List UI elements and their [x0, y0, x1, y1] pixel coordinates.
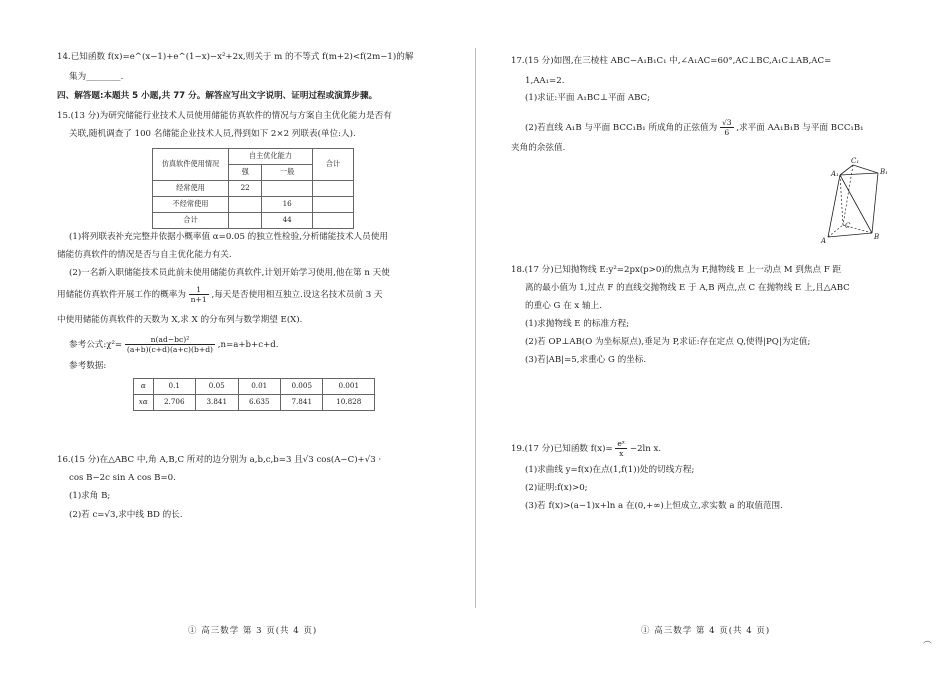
q17-part2-line1: (2)若直线 A₁B 与平面 BCC₁B₁ 所成角的正弦值为 $\frac{√3}{6}$ ,求平面 AA₁B₁B 与平面 BCC₁B₁	[525, 118, 864, 138]
table-row: xα 2.706 3.841 6.635 7.841 10.828	[134, 395, 375, 411]
q19-part2: (2)证明:f(x)>0;	[525, 483, 588, 493]
edge-a1-c1	[840, 165, 853, 175]
q15-part1-line1: (1)将列联表补充完整并依据小概率值 α=0.05 的独立性检验,分析储能技术人员使用	[69, 232, 388, 242]
table-header-strong: 强	[229, 165, 262, 181]
label-c1: C₁	[851, 157, 860, 165]
table-row: 经常使用 22	[153, 181, 354, 197]
q15-part2-line1: (2)一名新入职储能技术员此前未使用储能仿真软件,计划开始学习使用,他在第 n 天使	[69, 268, 390, 278]
q14-line2: 集为________.	[69, 72, 124, 82]
table-header-total: 合计	[313, 149, 354, 181]
q14-line1: 14.已知函数 f(x)=e^(x−1)+e^(1−x)−x²+2x,则关于 m 的不等式 f(m+2)<f(2m−1)的解	[57, 52, 414, 62]
prism-figure	[818, 155, 898, 245]
sine-fraction: $\frac{√3}{6}$	[721, 118, 732, 138]
chi-square-formula: 参考公式:χ²= $\frac{\text{n(ad−bc)²}}{(a+b)(c+d)(a+c)(b+d)}$ ,n=a+b+c+d.	[69, 335, 279, 355]
q18-line2: 离的最小值为 1,过点 F 的直线交抛物线 E 于 A,B 两点,点 C 在抛物线 E 上,且△ABC	[525, 283, 850, 293]
edge-b1-b	[872, 173, 878, 233]
edge-a1-a	[828, 175, 840, 237]
label-b: B	[874, 233, 880, 241]
table-row: α 0.1 0.05 0.01 0.005 0.001	[134, 379, 375, 395]
table-header-usage: 仿真软件使用情况	[153, 149, 229, 181]
q18-line1: 18.(17 分)已知抛物线 E:y²=2px(p>0)的焦点为 F,抛物线 E 上一动点 M 到焦点 F 距	[511, 265, 842, 275]
table-row: 不经常使用 16	[153, 197, 354, 213]
label-c: C	[845, 222, 851, 230]
q18-part1: (1)求抛物线 E 的标准方程;	[525, 319, 630, 329]
q17-part1: (1)求证:平面 A₁BC⊥平面 ABC;	[525, 93, 651, 103]
contingency-table	[152, 148, 354, 229]
edge-a1-b1	[840, 173, 878, 175]
q16-part1: (1)求角 B;	[69, 491, 111, 501]
edge-c1-b1	[853, 165, 878, 173]
label-a: A	[821, 237, 827, 245]
table-header-ability: 自主优化能力	[229, 149, 313, 165]
label-a1: A₁	[831, 170, 839, 178]
reference-data-label: 参考数据:	[69, 361, 107, 371]
chi-square-fraction: $\frac{\text{n(ad−bc)²}}{(a+b)(c+d)(a+c)(b+d)}$	[126, 335, 214, 355]
q15-line1: 15.(13 分)为研究储能行业技术人员使用储能仿真软件的情况与方案自主优化能力是否有	[57, 111, 392, 121]
q18-part3: (3)若|AB|=5,求重心 G 的坐标.	[525, 355, 647, 365]
q17-part2-line2: 夹角的余弦值.	[511, 143, 566, 153]
q15-part1-line2: 储能仿真软件的情况是否与自主优化能力有关.	[57, 250, 232, 260]
edge-a-b	[828, 233, 872, 237]
q15-part2-line3: 中使用储能仿真软件的天数为 X,求 X 的分布列与数学期望 E(X).	[57, 315, 303, 325]
table-header-normal: 一般	[262, 165, 313, 181]
q18-line3: 的重心 G 在 x 轴上.	[525, 301, 602, 311]
label-b1: B₁	[880, 168, 888, 176]
footer-page-3: ① 高三数学 第 3 页(共 4 页)	[188, 626, 318, 636]
edge-c1-c	[843, 165, 853, 225]
q18-part2: (2)若 OP⊥AB(O 为坐标原点),垂足为 P,求证:存在定点 Q,使得|PQ|为定值;	[525, 337, 811, 347]
q17-line2: 1,AA₁=2.	[525, 76, 565, 86]
corner-mark: ︵	[922, 636, 932, 646]
q16-line1: 16.(15 分)在△ABC 中,角 A,B,C 所对的边分别为 a,b,c,b=3 且√3 cos(A−C)+√3 ·	[57, 455, 382, 465]
critical-value-table	[133, 378, 375, 411]
function-fraction: $\frac{\text{eˣ}}{x}$	[617, 439, 626, 459]
q19-line1: 19.(17 分)已知函数 f(x)= $\frac{\text{eˣ}}{x}$ −2ln x.	[511, 439, 662, 459]
table-row: 合计 44	[153, 213, 354, 229]
page-divider	[475, 48, 476, 608]
footer-page-4: ① 高三数学 第 4 页(共 4 页)	[641, 626, 771, 636]
edge-a1-c	[840, 175, 843, 225]
q17-line1: 17.(15 分)如图,在三棱柱 ABC−A₁B₁C₁ 中,∠A₁AC=60°,AC⊥BC,A₁C⊥AB,AC=	[511, 56, 832, 66]
q19-part3: (3)若 f(x)>(a−1)x+ln a 在(0,+∞)上恒成立,求实数 a 的取值范围.	[525, 501, 783, 511]
q19-part1: (1)求曲线 y=f(x)在点(1,f(1))处的切线方程;	[525, 465, 695, 475]
section-header: 四、解答题:本题共 5 小题,共 77 分。解答应写出文字说明、证明过程或演算步骤。	[57, 91, 378, 101]
probability-fraction: $\frac{1}{n+1}$	[190, 285, 207, 305]
q15-line2: 关联,随机调查了 100 名储能企业技术人员,得到如下 2×2 列联表(单位:人).	[69, 129, 356, 139]
q16-line2: cos B−2c sin A cos B=0.	[69, 473, 176, 483]
q15-part2-line2: 用储能仿真软件开展工作的概率为 $\frac{1}{n+1}$ ,每天是否使用相互独立.设这名技术员前 3 天	[57, 285, 383, 305]
q16-part2: (2)若 c=√3,求中线 BD 的长.	[69, 510, 183, 520]
